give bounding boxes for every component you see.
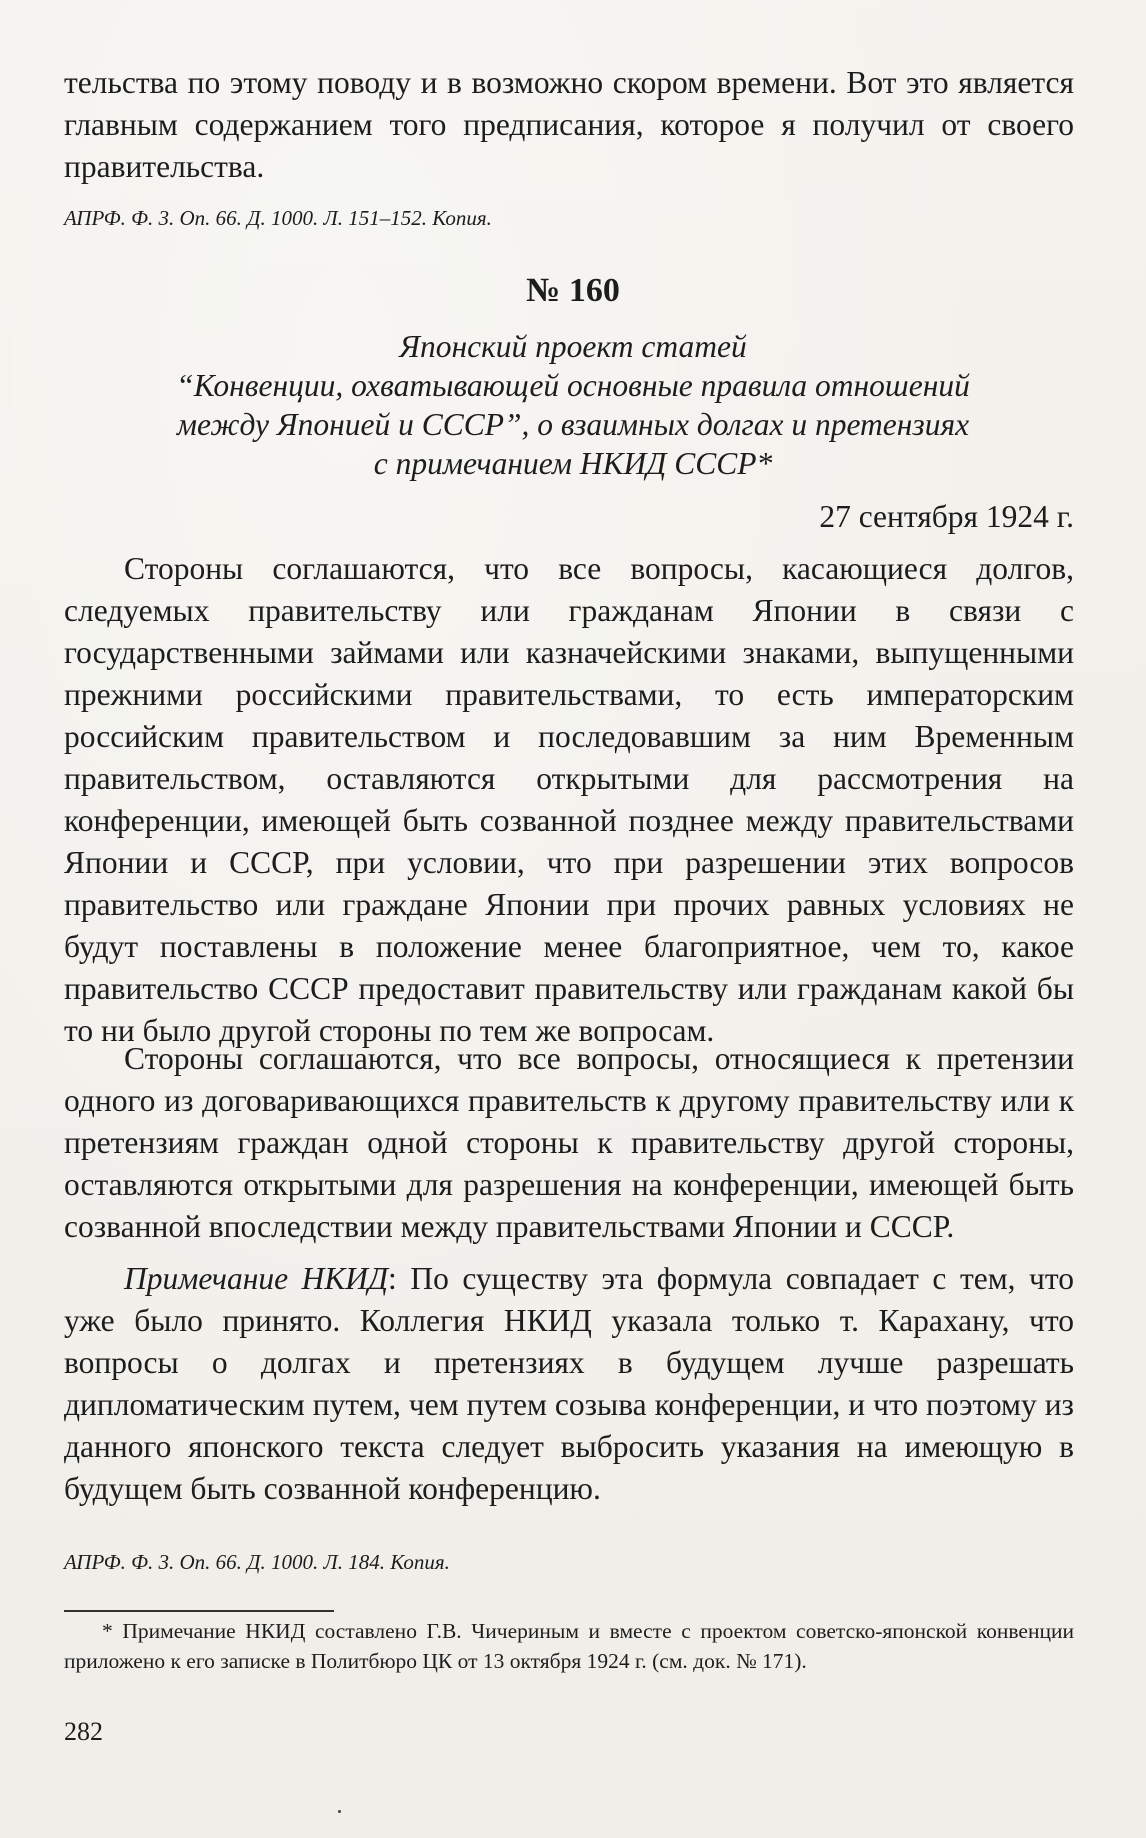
title-line: Японский проект статей — [399, 329, 747, 364]
continued-paragraph: тельства по этому поводу и в возможно скором времени. Вот это является главным содержанием того предписания, которое я получил от своего правительства. — [64, 65, 1074, 184]
page-number: 282 — [64, 1717, 103, 1746]
article-paragraph-debts: Стороны соглашаются, что все вопросы, касающиеся долгов, следуемых правительству или гражданам Японии в связи с государственными займами или казначейскими знаками, выпущенными прежними российскими правительствами, то есть императорским российским правительством и последовавшим за ним Временным правительством, оставляются открытыми для рассмотрения на конференции, имеющей быть созванной позднее между правительствами Японии и СССР, при условии, что при разрешении этих вопросов правительство или граждане Японии при прочих равных условиях не будут поставлены в положение менее благоприятное, чем то, какое правительство СССР предоставит правительству или гражданам какой бы то ни было другой стороны по тем же вопросам. — [64, 551, 1074, 1048]
note-text: : По существу эта формула совпадает с тем, что уже было принято. Коллегия НКИД указала только т. Карахану, что вопросы о долгах и претензиях в будущем лучше разрешать дипломатическим путем, чем путем созыва конференции, и что поэтому из данного японского текста следует выбросить указания на имеющую в будущем быть созванной конференцию. — [64, 1261, 1074, 1506]
document-title — [0, 327, 1146, 483]
document-date: 27 сентября 1924 г. — [819, 499, 1074, 534]
archive-source-citation: АПРФ. Ф. 3. Оп. 66. Д. 1000. Л. 151–152. Копия. — [64, 206, 492, 230]
scan-speck — [338, 1810, 341, 1813]
archive-source-citation-2: АПРФ. Ф. 3. Оп. 66. Д. 1000. Л. 184. Копия. — [64, 1550, 450, 1574]
document-number: № 160 — [526, 272, 620, 309]
title-line: “Конвенции, охватывающей основные правила отношений — [176, 368, 970, 403]
article-paragraph-claims: Стороны соглашаются, что все вопросы, относящиеся к претензии одного из договаривающихся правительств к другому правительству или к претензиям граждан одной стороны к правительству другой стороны, оставляются открытыми для разрешения на конференции, имеющей быть созванной впоследствии между правительствами Японии и СССР. — [64, 1041, 1074, 1244]
title-line: между Японией и СССР”, о взаимных долгах и претензиях — [176, 407, 970, 442]
nkid-note-paragraph — [64, 1258, 1074, 1510]
footnote: * Примечание НКИД составлено Г.В. Чичериным и вместе с проектом советско-японской конвенции приложено к его записке в Политбюро ЦК от 13 октября 1924 г. (см. док. № 171). — [64, 1619, 1074, 1673]
title-line: с примечанием НКИД СССР* — [373, 446, 773, 481]
note-label: Примечание НКИД — [124, 1261, 389, 1296]
footnote-divider — [64, 1610, 334, 1612]
